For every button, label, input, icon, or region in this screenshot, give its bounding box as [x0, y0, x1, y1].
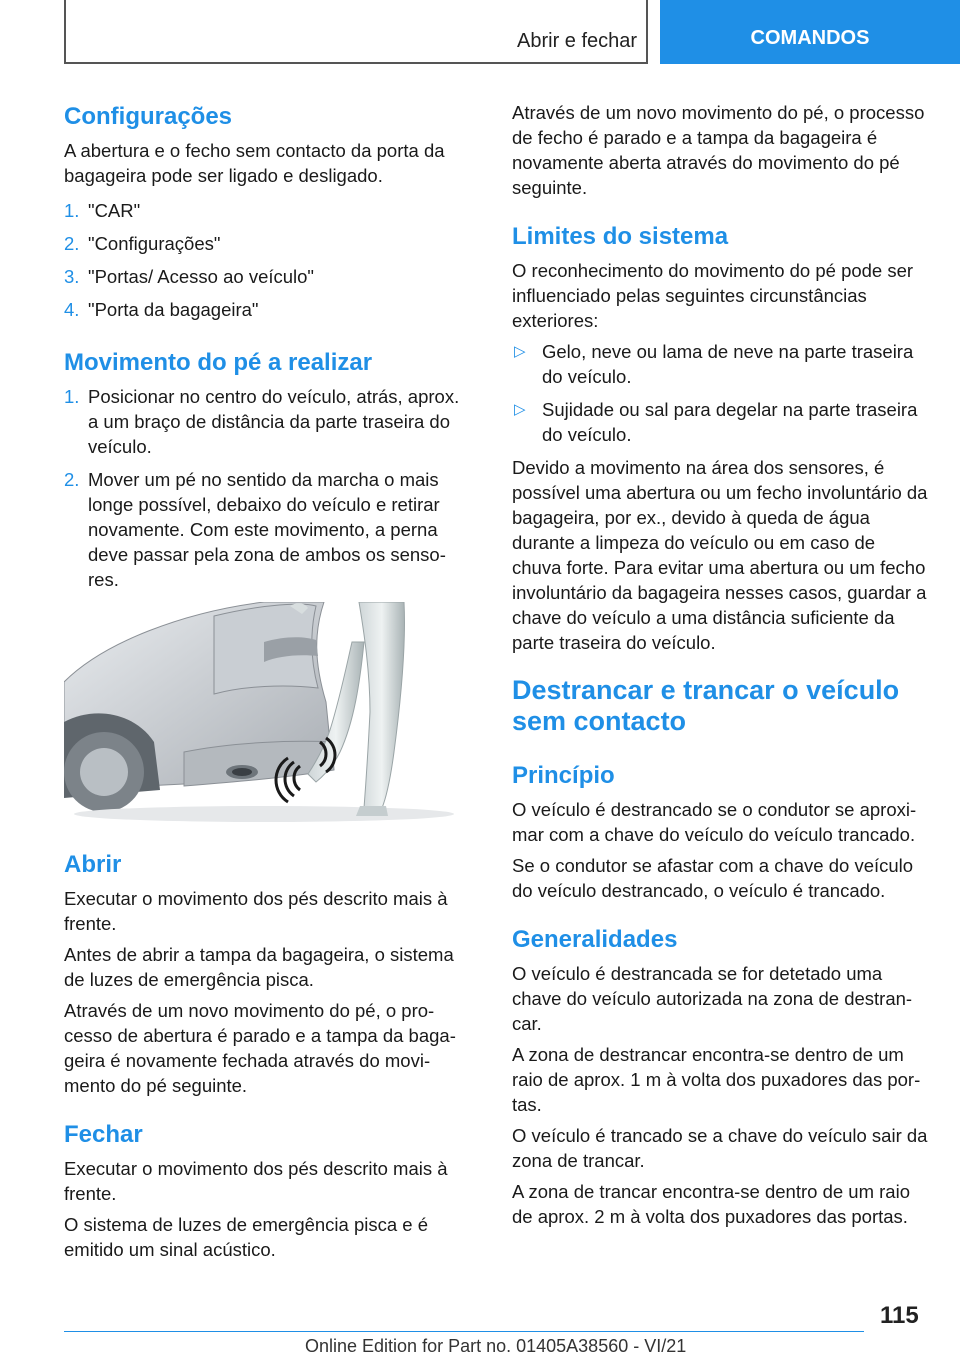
list-item — [64, 384, 464, 459]
devido-paragraph: Devido a movimento na área dos sensores, é possível uma abertura ou um fecho involuntário da bagageira, por ex., devido à queda de água durante a limpeza do veículo ou em caso de chuva forte. Para evitar uma abertura ou um fecho involuntário da bagageira nesses casos, guardar a chave do veículo a uma distância suficiente da parte traseira do veículo. — [512, 457, 928, 653]
step-number: 1. — [64, 386, 80, 407]
step-number: 4. — [64, 299, 80, 320]
limites-paragraph: O reconhecimento do movimento do pé pode ser influenciado pelas seguintes circunstâncias exteriores: — [512, 260, 914, 331]
heading-generalidades: Generalidades — [512, 926, 678, 953]
heading-configuracoes: Configurações — [64, 103, 233, 130]
principio-paragraph-2: Se o condutor se afastar com a chave do veículo do veículo destrancado, o veículo é trancado. — [512, 855, 914, 901]
config-steps-list — [64, 198, 464, 322]
generalidades-paragraph-3: O veículo é trancado se a chave do veículo sair da zona de trancar. — [512, 1125, 928, 1171]
left-column — [64, 100, 464, 1268]
triangle-bullet-icon: ▷ — [514, 401, 526, 418]
list-item — [64, 198, 464, 223]
fechar-paragraph-2: O sistema de luzes de emergência pisca e é emitido um sinal acústico. — [64, 1214, 429, 1260]
step-text: Posicionar no centro do veículo, atrás, aprox. a um braço de distância da parte traseira do veículo. — [88, 386, 460, 457]
step-text: "Configurações" — [88, 233, 221, 254]
page-number: 115 — [880, 1302, 919, 1329]
movimento-steps-list — [64, 384, 464, 592]
abrir-paragraph-2: Antes de abrir a tampa da bagageira, o sistema de luzes de emergência pisca. — [64, 944, 454, 990]
list-item — [512, 397, 928, 447]
header-chapter-label: COMANDOS — [750, 26, 870, 49]
step-number: 2. — [64, 233, 80, 254]
list-item — [64, 231, 464, 256]
list-item — [64, 467, 464, 592]
foot-gesture-illustration — [64, 602, 464, 822]
heading-principio: Princípio — [512, 762, 615, 789]
generalidades-paragraph-1: O veículo é destrancada se for detetado uma chave do veículo autorizada na zona de destrancar. — [512, 963, 913, 1034]
bullet-text: Sujidade ou sal para degelar na parte traseira do veículo. — [542, 399, 918, 445]
step-text: "Portas/ Acesso ao veículo" — [88, 266, 315, 287]
config-paragraph: A abertura e o fecho sem contacto da porta da bagageira pode ser ligado e desligado. — [64, 140, 445, 186]
fechar-paragraph-1: Executar o movimento dos pés descrito mais à frente. — [64, 1158, 448, 1204]
step-text: "Porta da bagageira" — [88, 299, 259, 320]
heading-destrancar: Destrancar e trancar o veículo sem contacto — [512, 675, 900, 736]
step-number: 1. — [64, 200, 80, 221]
list-item — [64, 264, 464, 289]
heading-movimento: Movimento do pé a realizar — [64, 349, 373, 376]
step-text: "CAR" — [88, 200, 141, 221]
header-chapter-badge — [660, 0, 960, 64]
step-number: 3. — [64, 266, 80, 287]
abrir-paragraph-3: Através de um novo movimento do pé, o processo de abertura é parado e a tampa da bagageira é novamente fechada através do movimento do pé seguinte. — [64, 1000, 456, 1096]
limites-bullet-list — [512, 339, 928, 447]
right-column — [512, 100, 928, 1235]
step-text: Mover um pé no sentido da marcha o mais longe possível, debaixo do veículo e retirar novamente. Com este movimento, a perna deve passar pela zona de ambos os sensores. — [88, 469, 446, 590]
footer-divider — [64, 1331, 864, 1332]
heading-abrir: Abrir — [64, 851, 122, 878]
abrir-paragraph-1: Executar o movimento dos pés descrito mais à frente. — [64, 888, 448, 934]
footer-edition-text: Online Edition for Part no. 01405A38560 - VI/21 — [305, 1336, 687, 1356]
step-number: 2. — [64, 469, 80, 490]
generalidades-paragraph-2: A zona de destrancar encontra-se dentro de um raio de aprox. 1 m à volta dos puxadores das portas. — [512, 1044, 921, 1115]
fecho-paragraph: Através de um novo movimento do pé, o processo de fecho é parado e a tampa da bagageira é novamente aberta através do movimento do pé seguinte. — [512, 102, 925, 198]
list-item — [512, 339, 928, 389]
heading-limites: Limites do sistema — [512, 223, 729, 250]
triangle-bullet-icon: ▷ — [514, 343, 526, 360]
bullet-text: Gelo, neve ou lama de neve na parte traseira do veículo. — [542, 341, 914, 387]
header-section-title: Abrir e fechar — [517, 30, 638, 52]
list-item — [64, 297, 464, 322]
principio-paragraph-1: O veículo é destrancado se o condutor se aproximar com a chave do veículo do veículo trancado. — [512, 799, 917, 845]
generalidades-paragraph-4: A zona de trancar encontra-se dentro de um raio de aprox. 2 m à volta dos puxadores das portas. — [512, 1181, 910, 1227]
heading-fechar: Fechar — [64, 1121, 143, 1148]
